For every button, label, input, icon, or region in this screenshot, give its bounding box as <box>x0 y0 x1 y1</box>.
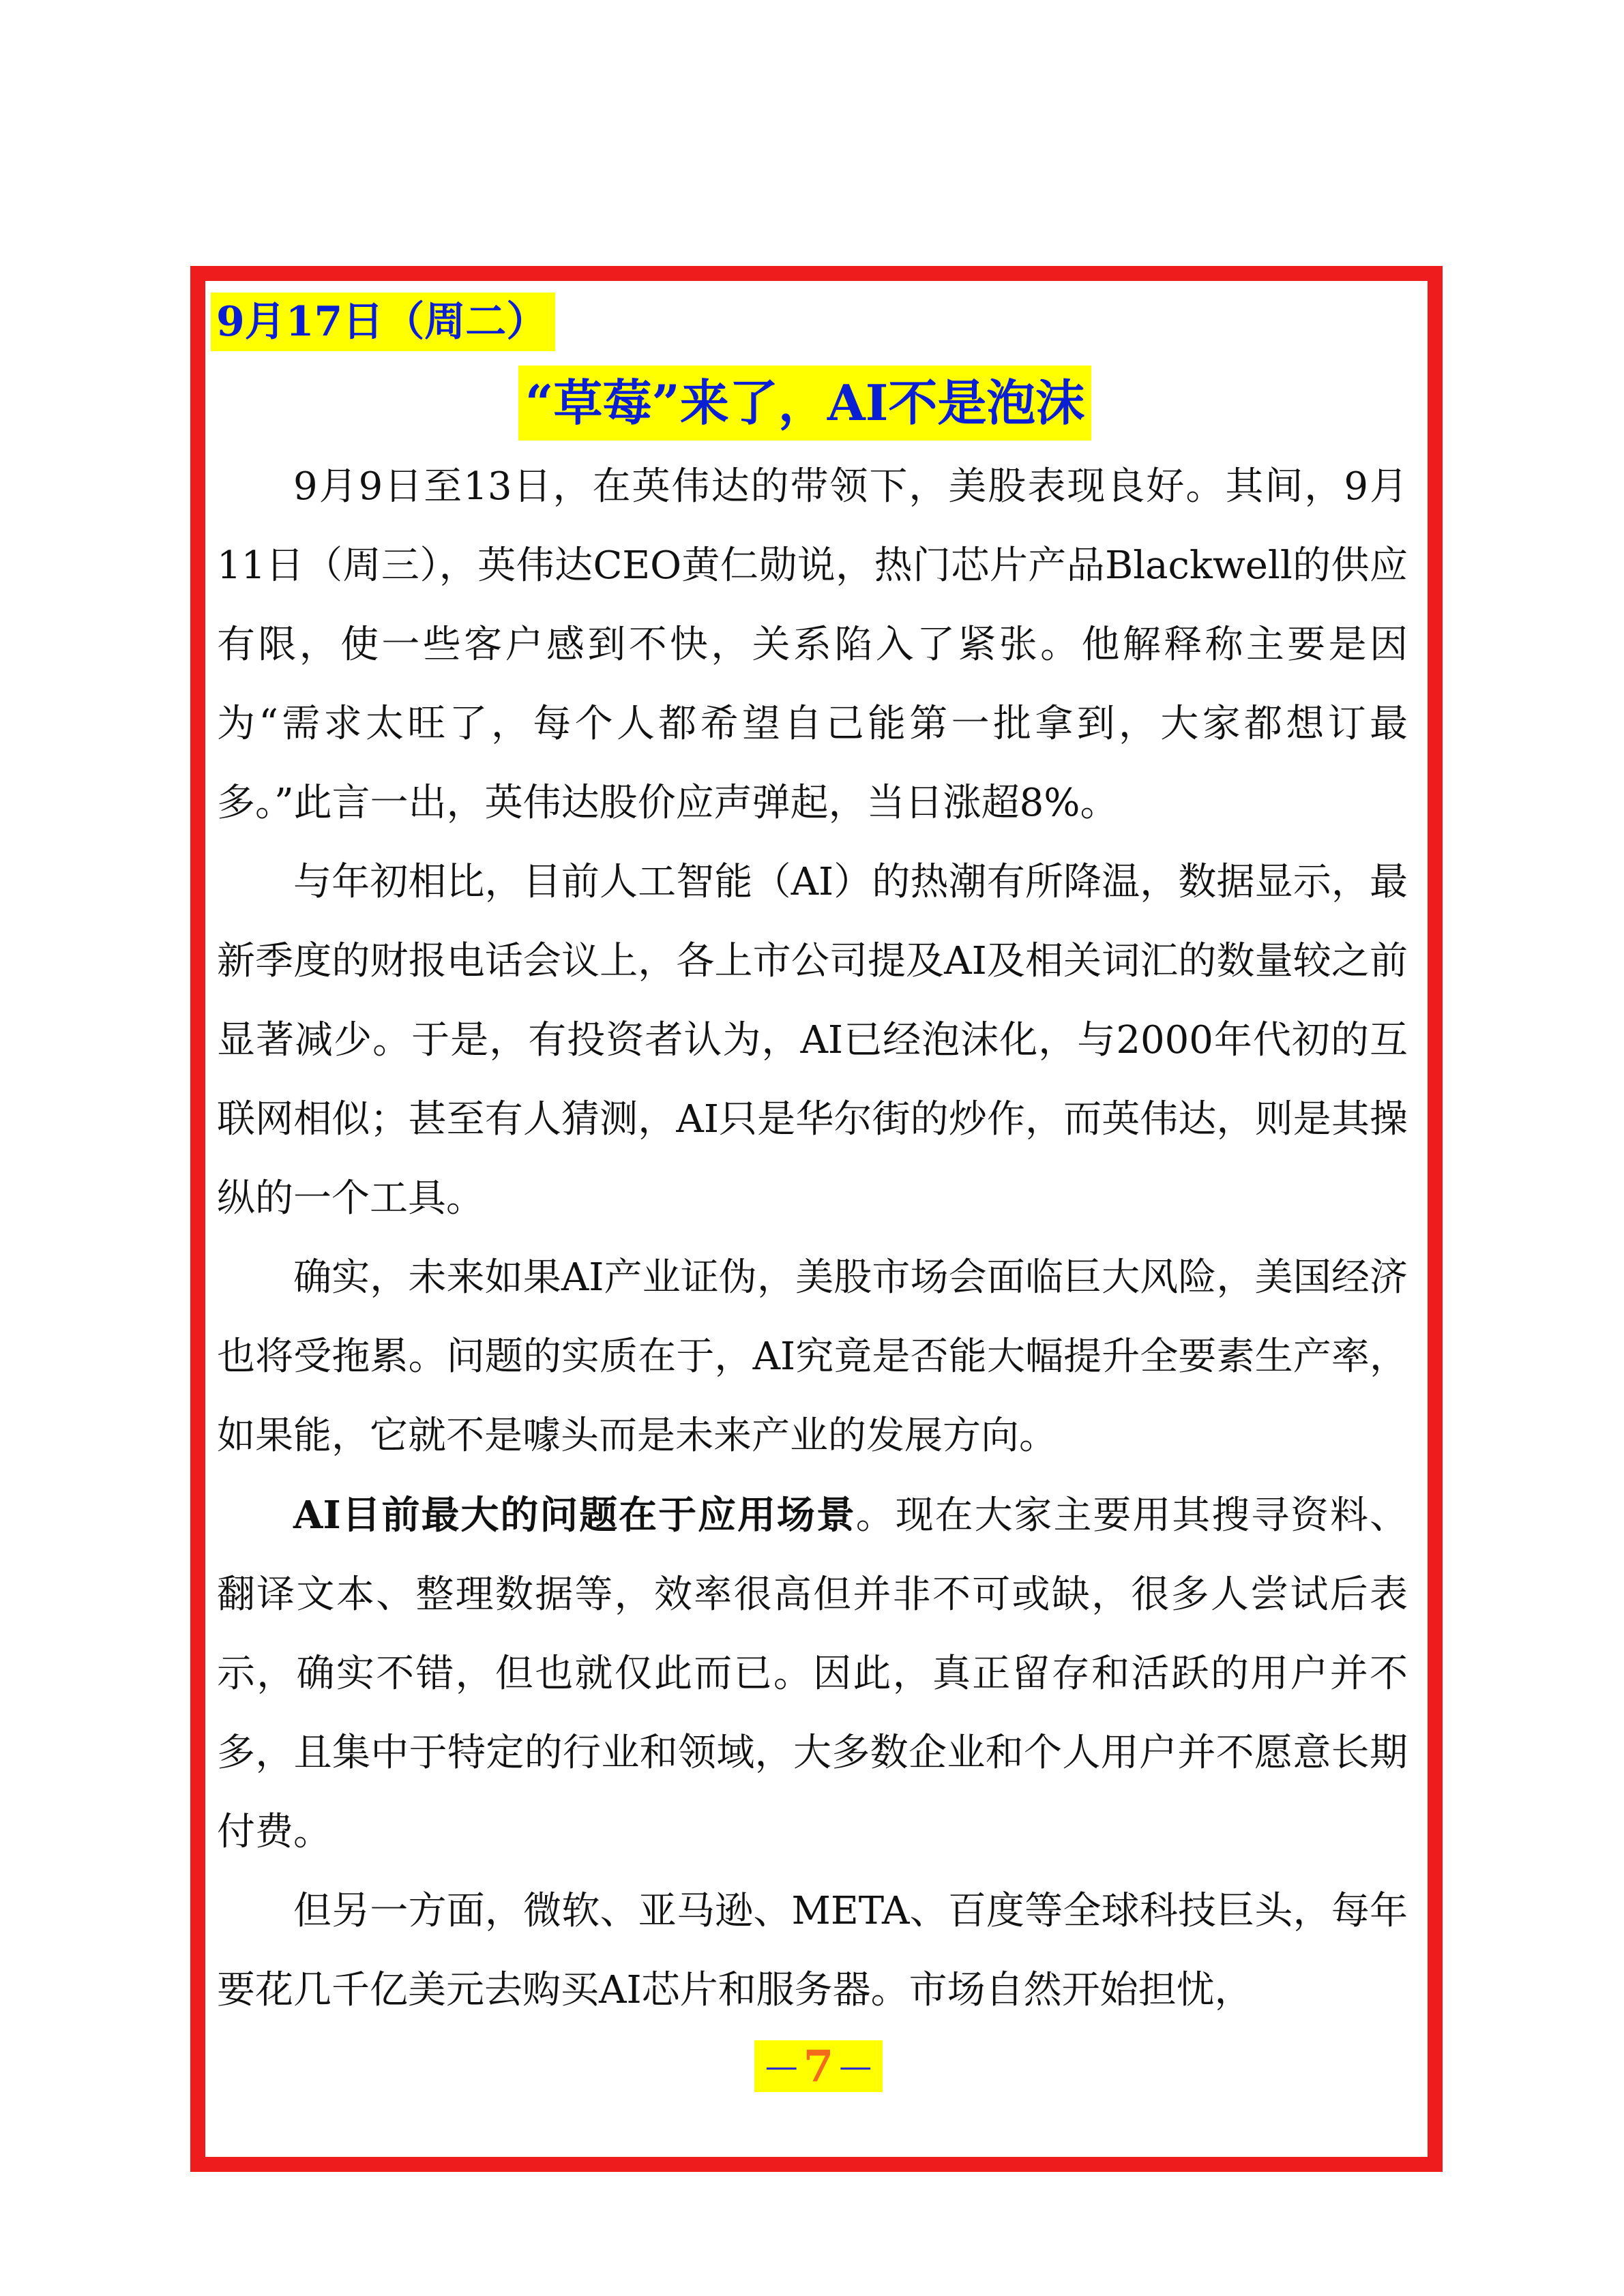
paragraph-3 <box>217 1238 1408 1476</box>
page-number-dash-right: — <box>839 2047 872 2085</box>
page-number-dash-left: — <box>765 2047 798 2085</box>
paragraph-4 <box>217 1476 1408 1872</box>
article-title: “草莓”来了，AI不是泡沫 <box>518 366 1091 441</box>
paragraph-4-text: 。现在大家主要用其搜寻资料、翻译文本、整理数据等，效率很高但并非不可或缺，很多人尝试后表示，确实不错，但也就仅此而已。因此，真正留存和活跃的用户并不多，且集中于特定的行业和领域，大多数企业和个人用户并不愿意长期付费。 <box>217 1493 1408 1854</box>
paragraph-2-text: 与年初相比，目前人工智能（AI）的热潮有所降温，数据显示，最新季度的财报电话会议上，各上市公司提及AI及相关词汇的数量较之前显著减少。于是，有投资者认为，AI已经泡沫化，与2000年代初的互联网相似；甚至有人猜测，AI只是华尔街的炒作，而英伟达，则是其操纵的一个工具。 <box>217 860 1408 1221</box>
paragraph-1 <box>217 447 1408 843</box>
page-number: 7 <box>803 2040 834 2092</box>
date-heading: 9月17日（周二） <box>211 293 555 351</box>
paragraph-5-text: 但另一方面，微软、亚马逊、META、百度等全球科技巨头，每年要花几千亿美元去购买AI芯片和服务器。市场自然开始担忧， <box>217 1889 1408 2012</box>
paragraph-5 <box>217 1872 1408 2030</box>
paragraph-1-text: 9月9日至13日，在英伟达的带领下，美股表现良好。其间，9月11日（周三），英伟达CEO黄仁勋说，热门芯片产品Blackwell的供应有限，使一些客户感到不快，关系陷入了紧张。他解释称主要是因为“需求太旺了，每个人都希望自己能第一批拿到，大家都想订最多。”此言一出，英伟达股价应声弹起，当日涨超8%。 <box>217 464 1408 825</box>
paragraph-3-text: 确实，未来如果AI产业证伪，美股市场会面临巨大风险，美国经济也将受拖累。问题的实质在于，AI究竟是否能大幅提升全要素生产率，如果能，它就不是噱头而是未来产业的发展方向。 <box>217 1255 1408 1458</box>
article-body <box>217 447 1408 2030</box>
page-number-badge <box>754 2040 883 2092</box>
paragraph-4-bold-lead: AI目前最大的问题在于应用场景 <box>293 1493 856 1538</box>
paragraph-2 <box>217 843 1408 1238</box>
